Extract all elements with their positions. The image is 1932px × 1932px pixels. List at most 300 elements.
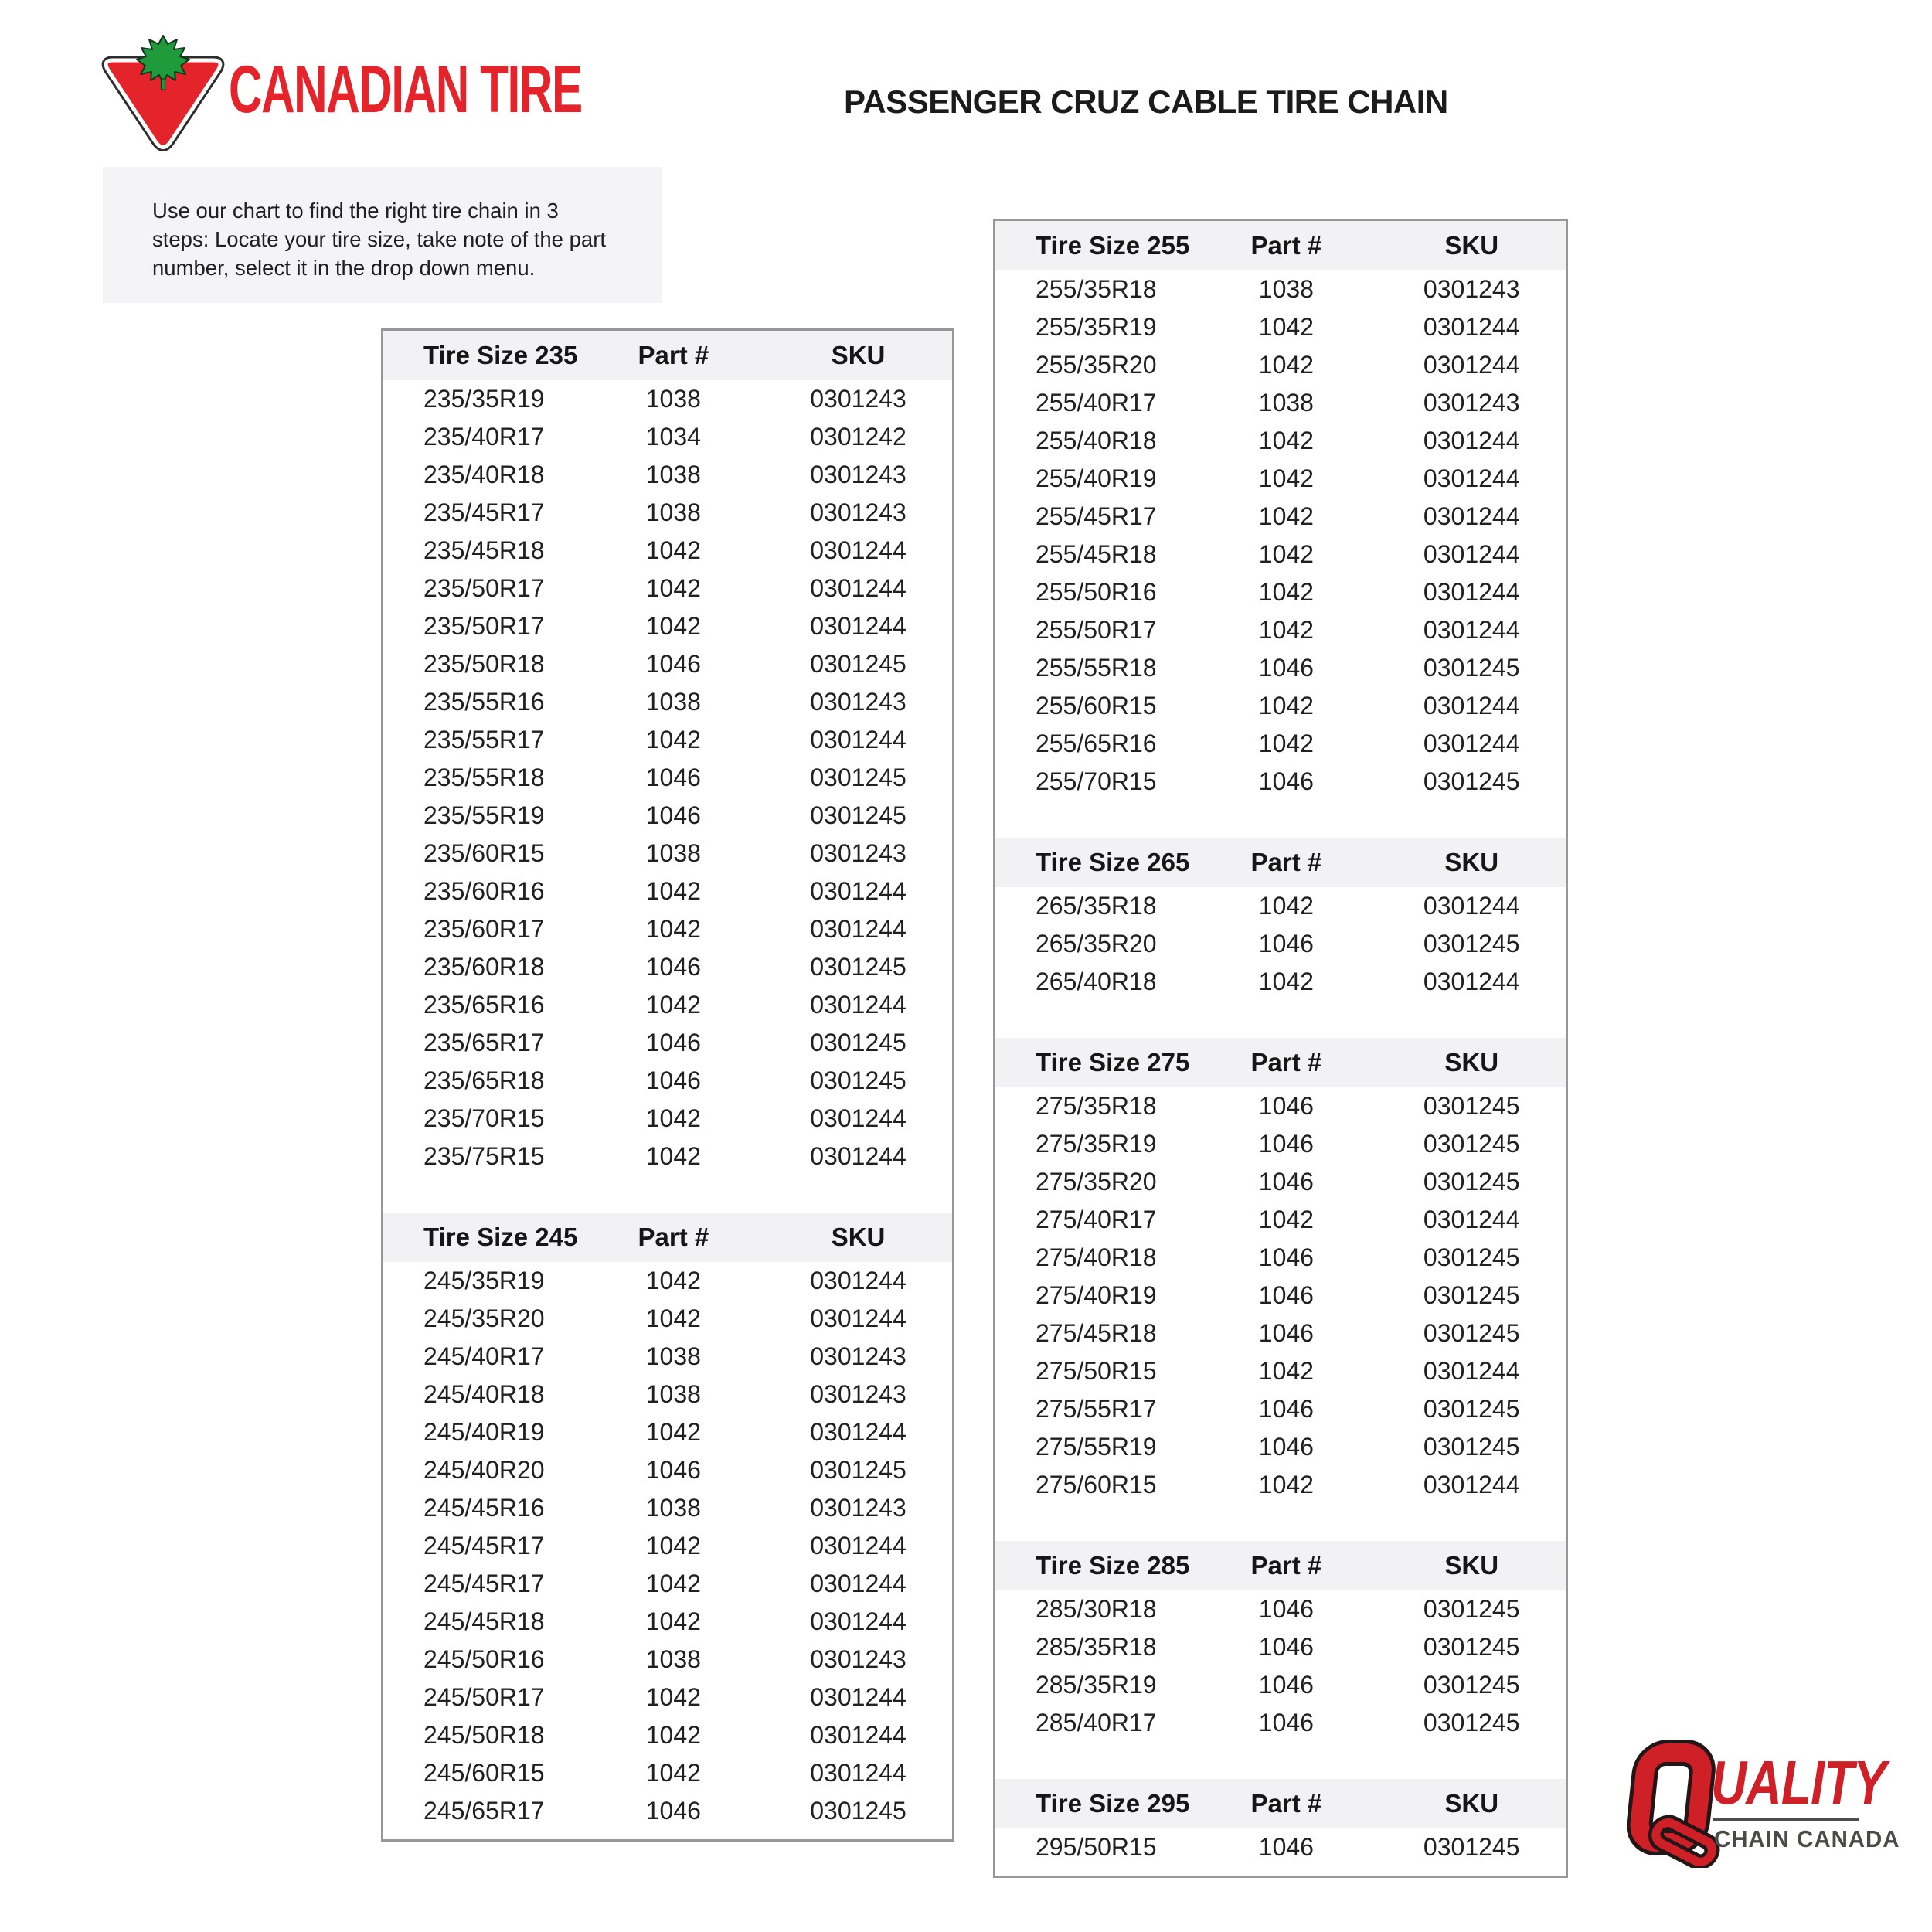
sku-cell: 0301245 <box>810 953 906 981</box>
part-number-cell: 1046 <box>645 953 701 981</box>
tire-size-cell: 245/40R17 <box>423 1342 545 1370</box>
table-row <box>383 1262 952 1300</box>
sku-cell: 0301244 <box>1423 1357 1520 1385</box>
table-row <box>995 384 1566 422</box>
table-row <box>995 1352 1566 1390</box>
part-number-cell: 1038 <box>645 1342 701 1370</box>
sku-cell: 0301244 <box>1423 616 1520 644</box>
quality-chain-q-icon <box>1627 1740 1723 1868</box>
part-number-cell: 1046 <box>645 764 701 791</box>
part-number-cell: 1038 <box>645 1645 701 1673</box>
table-row <box>383 986 952 1024</box>
sku-cell: 0301245 <box>1423 1130 1520 1158</box>
part-number-cell: 1042 <box>1258 502 1314 530</box>
part-number-cell: 1042 <box>645 1683 701 1711</box>
tire-size-cell: 235/35R19 <box>423 385 545 413</box>
canadian-tire-logo-icon <box>100 34 226 151</box>
table-row <box>995 1163 1566 1201</box>
table-gap <box>995 1001 1566 1038</box>
part-number-cell: 1034 <box>645 423 701 451</box>
tire-size-cell: 245/45R17 <box>423 1532 545 1560</box>
sku-cell: 0301245 <box>1423 930 1520 957</box>
tire-size-cell: 245/40R19 <box>423 1418 545 1446</box>
table-title: Tire Size 275 <box>1036 1048 1190 1077</box>
part-number-cell: 1042 <box>645 1607 701 1635</box>
tire-size-cell: 285/35R18 <box>1036 1633 1157 1661</box>
sku-cell: 0301244 <box>810 1570 906 1597</box>
table-row <box>995 1125 1566 1163</box>
table-row <box>995 270 1566 308</box>
part-number-cell: 1046 <box>1258 1709 1314 1736</box>
tire-tables-left-column <box>381 328 954 1842</box>
table-row <box>383 532 952 570</box>
part-number-cell: 1046 <box>1258 1281 1314 1309</box>
tire-size-cell: 275/35R18 <box>1036 1092 1157 1120</box>
table-row <box>383 418 952 456</box>
part-number-cell: 1042 <box>645 536 701 564</box>
part-number-cell: 1046 <box>1258 1633 1314 1661</box>
table-row <box>383 1489 952 1527</box>
table-row <box>383 1527 952 1565</box>
tire-size-cell: 235/60R17 <box>423 915 545 943</box>
part-number-cell: 1038 <box>645 1494 701 1522</box>
part-number-cell: 1042 <box>1258 313 1314 341</box>
sku-cell: 0301244 <box>1423 427 1520 454</box>
table-row <box>383 607 952 645</box>
sku-cell: 0301245 <box>1423 1281 1520 1309</box>
tire-size-cell: 275/55R17 <box>1036 1395 1157 1423</box>
sku-cell: 0301244 <box>1423 578 1520 606</box>
table-title: Tire Size 285 <box>1036 1551 1190 1580</box>
table-row <box>995 1390 1566 1428</box>
part-number-cell: 1046 <box>1258 1395 1314 1423</box>
table-row <box>995 573 1566 611</box>
part-number-cell: 1038 <box>645 385 701 413</box>
sku-cell: 0301243 <box>1423 389 1520 417</box>
table-row <box>383 1138 952 1175</box>
part-number-cell: 1042 <box>645 1721 701 1749</box>
part-number-cell: 1042 <box>645 1532 701 1560</box>
sku-column-header: SKU <box>1444 231 1499 260</box>
part-number-cell: 1046 <box>1258 1168 1314 1196</box>
sku-cell: 0301245 <box>810 1456 906 1484</box>
table-row <box>383 456 952 494</box>
sku-cell: 0301244 <box>810 1104 906 1132</box>
sku-cell: 0301242 <box>810 423 906 451</box>
part-number-cell: 1046 <box>1258 1130 1314 1158</box>
sku-cell: 0301244 <box>810 1759 906 1787</box>
table-row <box>383 494 952 532</box>
page-title: PASSENGER CRUZ CABLE TIRE CHAIN <box>844 83 1448 120</box>
table-title: Tire Size 245 <box>423 1223 578 1251</box>
sku-cell: 0301244 <box>810 612 906 640</box>
table-title: Tire Size 265 <box>1036 848 1190 876</box>
tire-size-cell: 245/45R18 <box>423 1607 545 1635</box>
part-number-cell: 1042 <box>1258 578 1314 606</box>
sku-cell: 0301245 <box>810 801 906 829</box>
table-row <box>383 570 952 607</box>
tire-size-cell: 235/55R18 <box>423 764 545 791</box>
table-row <box>383 1100 952 1138</box>
sku-column-header: SKU <box>831 341 886 369</box>
part-number-cell: 1042 <box>645 1570 701 1597</box>
tire-size-cell: 285/40R17 <box>1036 1709 1157 1736</box>
table-row <box>995 1428 1566 1466</box>
sku-cell: 0301243 <box>810 688 906 716</box>
part-number-cell: 1046 <box>645 1456 701 1484</box>
sku-cell: 0301245 <box>1423 1433 1520 1461</box>
sku-cell: 0301245 <box>1423 654 1520 682</box>
tire-size-cell: 245/35R19 <box>423 1267 545 1294</box>
tire-size-cell: 285/30R18 <box>1036 1595 1157 1623</box>
tire-size-cell: 275/40R19 <box>1036 1281 1157 1309</box>
sku-cell: 0301244 <box>1423 892 1520 920</box>
tire-size-cell: 255/40R18 <box>1036 427 1157 454</box>
part-column-header: Part # <box>638 341 709 369</box>
part-number-cell: 1042 <box>645 877 701 905</box>
sku-cell: 0301245 <box>1423 1243 1520 1271</box>
sku-cell: 0301244 <box>1423 1206 1520 1233</box>
tire-size-cell: 235/65R16 <box>423 991 545 1019</box>
sku-cell: 0301245 <box>1423 1092 1520 1120</box>
table-row <box>383 835 952 872</box>
part-number-cell: 1042 <box>1258 616 1314 644</box>
table-row <box>995 1828 1566 1866</box>
tire-size-cell: 245/65R17 <box>423 1797 545 1825</box>
table-row <box>995 308 1566 346</box>
sku-cell: 0301244 <box>810 991 906 1019</box>
sku-cell: 0301243 <box>810 1380 906 1408</box>
table-row <box>383 683 952 721</box>
table-row <box>383 872 952 910</box>
part-number-cell: 1042 <box>645 574 701 602</box>
part-number-cell: 1042 <box>1258 464 1314 492</box>
part-number-cell: 1046 <box>645 1066 701 1094</box>
part-number-cell: 1042 <box>645 1304 701 1332</box>
part-number-cell: 1038 <box>645 498 701 526</box>
table-title: Tire Size 235 <box>423 341 578 369</box>
part-number-cell: 1046 <box>645 1029 701 1056</box>
sku-cell: 0301244 <box>810 1683 906 1711</box>
part-number-cell: 1042 <box>1258 730 1314 757</box>
sku-column-header: SKU <box>1444 1048 1499 1077</box>
sku-cell: 0301243 <box>810 1494 906 1522</box>
table-header-row <box>995 221 1566 270</box>
part-number-cell: 1042 <box>645 1142 701 1170</box>
sku-cell: 0301245 <box>1423 1633 1520 1661</box>
part-number-cell: 1042 <box>645 915 701 943</box>
part-number-cell: 1042 <box>1258 968 1314 995</box>
tire-size-cell: 245/45R17 <box>423 1570 545 1597</box>
part-number-cell: 1042 <box>1258 1206 1314 1233</box>
tire-size-cell: 255/35R20 <box>1036 351 1157 379</box>
part-column-header: Part # <box>638 1223 709 1251</box>
part-number-cell: 1042 <box>645 726 701 753</box>
table-row <box>995 1201 1566 1239</box>
sku-column-header: SKU <box>1444 1789 1499 1818</box>
table-row <box>995 1087 1566 1125</box>
tire-size-cell: 275/40R18 <box>1036 1243 1157 1271</box>
quality-wordmark: UALITY <box>1711 1748 1886 1817</box>
sku-cell: 0301244 <box>1423 502 1520 530</box>
part-number-cell: 1042 <box>1258 892 1314 920</box>
part-number-cell: 1038 <box>645 461 701 488</box>
sku-cell: 0301245 <box>1423 1833 1520 1861</box>
part-number-cell: 1046 <box>1258 1319 1314 1347</box>
table-row <box>995 536 1566 573</box>
part-column-header: Part # <box>1250 1048 1322 1077</box>
part-number-cell: 1042 <box>1258 692 1314 719</box>
tire-size-cell: 245/45R16 <box>423 1494 545 1522</box>
table-row <box>995 1666 1566 1704</box>
table-title: Tire Size 295 <box>1036 1789 1190 1818</box>
instructions-box <box>103 167 662 303</box>
tire-size-cell: 235/45R17 <box>423 498 545 526</box>
table-header-row <box>995 838 1566 887</box>
table-row <box>995 611 1566 649</box>
table-row <box>995 1704 1566 1742</box>
sku-cell: 0301244 <box>810 1607 906 1635</box>
table-row <box>383 1451 952 1489</box>
table-row <box>995 1628 1566 1666</box>
sku-cell: 0301244 <box>810 726 906 753</box>
sku-cell: 0301245 <box>1423 1671 1520 1699</box>
quality-subtext: CHAIN CANADA <box>1714 1825 1900 1852</box>
sku-cell: 0301244 <box>810 1532 906 1560</box>
table-row <box>383 1300 952 1338</box>
table-row <box>383 380 952 418</box>
sku-cell: 0301245 <box>810 1797 906 1825</box>
sku-column-header: SKU <box>1444 848 1499 876</box>
sku-cell: 0301245 <box>1423 1168 1520 1196</box>
part-number-cell: 1038 <box>645 1380 701 1408</box>
part-number-cell: 1038 <box>1258 275 1314 303</box>
table-row <box>383 797 952 835</box>
sku-cell: 0301244 <box>810 1418 906 1446</box>
tire-size-cell: 235/60R15 <box>423 839 545 867</box>
tire-size-cell: 235/60R16 <box>423 877 545 905</box>
table-row <box>383 1338 952 1376</box>
tire-size-cell: 245/40R18 <box>423 1380 545 1408</box>
table-header-row <box>995 1779 1566 1828</box>
table-row <box>383 1024 952 1062</box>
sku-cell: 0301244 <box>1423 1471 1520 1498</box>
table-row <box>995 498 1566 536</box>
tire-size-cell: 255/40R19 <box>1036 464 1157 492</box>
table-row <box>995 1315 1566 1352</box>
tire-size-cell: 245/50R18 <box>423 1721 545 1749</box>
part-number-cell: 1046 <box>1258 654 1314 682</box>
table-row <box>383 910 952 948</box>
table-header-row <box>383 1213 952 1262</box>
table-row <box>995 422 1566 460</box>
tire-size-cell: 255/45R17 <box>1036 502 1157 530</box>
part-column-header: Part # <box>1250 1789 1322 1818</box>
tire-size-cell: 255/70R15 <box>1036 767 1157 795</box>
table-gap <box>995 1504 1566 1541</box>
sku-cell: 0301244 <box>810 574 906 602</box>
tire-size-cell: 235/50R18 <box>423 650 545 678</box>
sku-cell: 0301243 <box>810 839 906 867</box>
table-row <box>995 963 1566 1001</box>
table-row <box>995 1277 1566 1315</box>
tire-size-cell: 285/35R19 <box>1036 1671 1157 1699</box>
table-header-row <box>995 1541 1566 1590</box>
tire-size-cell: 235/75R15 <box>423 1142 545 1170</box>
tire-size-cell: 235/50R17 <box>423 574 545 602</box>
table-row <box>995 346 1566 384</box>
sku-cell: 0301245 <box>1423 1595 1520 1623</box>
table-row <box>383 1376 952 1413</box>
tire-size-cell: 245/40R20 <box>423 1456 545 1484</box>
sku-cell: 0301244 <box>1423 540 1520 568</box>
part-number-cell: 1046 <box>645 1797 701 1825</box>
table-gap <box>995 801 1566 838</box>
sku-cell: 0301244 <box>810 1267 906 1294</box>
table-row <box>383 1792 952 1830</box>
table-row <box>995 725 1566 763</box>
sku-cell: 0301244 <box>1423 313 1520 341</box>
part-number-cell: 1042 <box>645 1104 701 1132</box>
tire-size-cell: 235/45R18 <box>423 536 545 564</box>
tire-size-cell: 235/65R17 <box>423 1029 545 1056</box>
part-number-cell: 1042 <box>645 612 701 640</box>
tire-size-cell: 245/50R16 <box>423 1645 545 1673</box>
table-row <box>995 649 1566 687</box>
tire-size-cell: 275/35R19 <box>1036 1130 1157 1158</box>
sku-cell: 0301244 <box>1423 968 1520 995</box>
tire-size-cell: 235/40R17 <box>423 423 545 451</box>
tire-size-cell: 275/45R18 <box>1036 1319 1157 1347</box>
sku-cell: 0301245 <box>810 650 906 678</box>
tire-size-cell: 235/55R19 <box>423 801 545 829</box>
tire-size-cell: 255/40R17 <box>1036 389 1157 417</box>
tire-size-cell: 255/50R16 <box>1036 578 1157 606</box>
table-row <box>383 1565 952 1603</box>
tire-size-cell: 255/45R18 <box>1036 540 1157 568</box>
table-row <box>995 925 1566 963</box>
sku-cell: 0301244 <box>810 1304 906 1332</box>
part-column-header: Part # <box>1250 1551 1322 1580</box>
tire-size-cell: 235/65R18 <box>423 1066 545 1094</box>
tire-size-cell: 235/60R18 <box>423 953 545 981</box>
part-number-cell: 1046 <box>1258 1433 1314 1461</box>
sku-cell: 0301244 <box>810 536 906 564</box>
sku-cell: 0301245 <box>1423 1709 1520 1736</box>
table-row <box>383 1603 952 1641</box>
sku-cell: 0301245 <box>1423 767 1520 795</box>
tire-size-cell: 235/55R17 <box>423 726 545 753</box>
tire-size-cell: 275/50R15 <box>1036 1357 1157 1385</box>
tire-size-cell: 275/60R15 <box>1036 1471 1157 1498</box>
sku-cell: 0301243 <box>810 1342 906 1370</box>
tire-size-cell: 265/40R18 <box>1036 968 1157 995</box>
table-row <box>995 763 1566 801</box>
tire-size-cell: 235/40R18 <box>423 461 545 488</box>
tire-size-cell: 295/50R15 <box>1036 1833 1157 1861</box>
sku-cell: 0301244 <box>810 877 906 905</box>
instructions-text: Use our chart to find the right tire chain in 3 steps: Locate your tire size, take note of the part number, select it in the drop down menu. <box>152 199 606 280</box>
part-column-header: Part # <box>1250 231 1322 260</box>
part-number-cell: 1046 <box>1258 767 1314 795</box>
tire-size-cell: 255/60R15 <box>1036 692 1157 719</box>
table-row <box>383 721 952 759</box>
part-number-cell: 1042 <box>1258 351 1314 379</box>
sku-cell: 0301245 <box>810 1029 906 1056</box>
sku-cell: 0301245 <box>810 1066 906 1094</box>
sku-cell: 0301243 <box>810 1645 906 1673</box>
part-number-cell: 1042 <box>645 1267 701 1294</box>
table-row <box>995 1239 1566 1277</box>
table-row <box>383 1754 952 1792</box>
table-row <box>383 1679 952 1716</box>
tire-size-cell: 255/50R17 <box>1036 616 1157 644</box>
part-number-cell: 1046 <box>1258 930 1314 957</box>
tire-size-cell: 255/35R18 <box>1036 275 1157 303</box>
part-number-cell: 1042 <box>645 1418 701 1446</box>
table-row <box>383 1716 952 1754</box>
sku-cell: 0301245 <box>810 764 906 791</box>
sku-column-header: SKU <box>1444 1551 1499 1580</box>
part-number-cell: 1038 <box>645 839 701 867</box>
sku-cell: 0301244 <box>1423 464 1520 492</box>
part-number-cell: 1038 <box>645 688 701 716</box>
sku-cell: 0301245 <box>1423 1319 1520 1347</box>
table-row <box>383 1641 952 1679</box>
tire-size-cell: 245/35R20 <box>423 1304 545 1332</box>
part-number-cell: 1046 <box>1258 1243 1314 1271</box>
part-number-cell: 1046 <box>1258 1595 1314 1623</box>
part-number-cell: 1046 <box>1258 1833 1314 1861</box>
table-row <box>995 460 1566 498</box>
table-row <box>995 1590 1566 1628</box>
part-number-cell: 1046 <box>645 801 701 829</box>
table-gap <box>383 1175 952 1213</box>
table-title: Tire Size 255 <box>1036 231 1190 260</box>
sku-cell: 0301244 <box>1423 351 1520 379</box>
tire-size-cell: 265/35R18 <box>1036 892 1157 920</box>
tire-size-cell: 275/40R17 <box>1036 1206 1157 1233</box>
part-number-cell: 1042 <box>1258 540 1314 568</box>
tire-size-cell: 265/35R20 <box>1036 930 1157 957</box>
sku-cell: 0301243 <box>810 385 906 413</box>
table-row <box>383 1062 952 1100</box>
table-row <box>995 687 1566 725</box>
part-number-cell: 1046 <box>645 650 701 678</box>
tire-size-cell: 235/50R17 <box>423 612 545 640</box>
tire-size-cell: 255/65R16 <box>1036 730 1157 757</box>
table-row <box>383 1413 952 1451</box>
tire-size-cell: 275/35R20 <box>1036 1168 1157 1196</box>
sku-cell: 0301244 <box>1423 692 1520 719</box>
table-gap <box>995 1742 1566 1779</box>
table-header-row <box>995 1038 1566 1087</box>
sku-cell: 0301244 <box>810 915 906 943</box>
tire-size-cell: 235/70R15 <box>423 1104 545 1132</box>
tire-size-cell: 275/55R19 <box>1036 1433 1157 1461</box>
sku-cell: 0301244 <box>1423 730 1520 757</box>
tire-tables-right-column <box>993 219 1568 1878</box>
sku-cell: 0301243 <box>810 498 906 526</box>
canadian-tire-wordmark: CANADIAN TIRE <box>229 53 582 127</box>
table-row <box>383 645 952 683</box>
tire-size-cell: 245/50R17 <box>423 1683 545 1711</box>
sku-cell: 0301245 <box>1423 1395 1520 1423</box>
sku-column-header: SKU <box>831 1223 886 1251</box>
part-number-cell: 1042 <box>1258 1357 1314 1385</box>
tire-size-cell: 255/35R19 <box>1036 313 1157 341</box>
part-number-cell: 1042 <box>645 991 701 1019</box>
